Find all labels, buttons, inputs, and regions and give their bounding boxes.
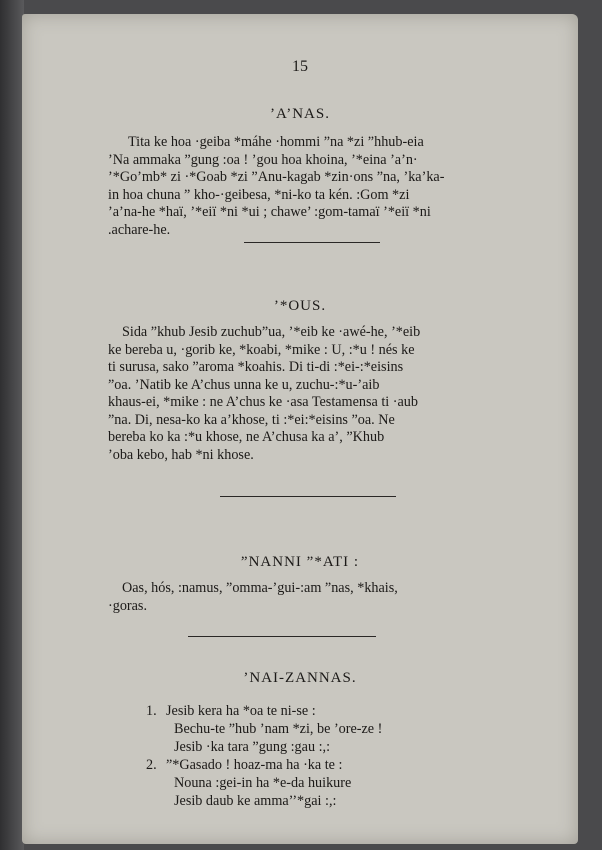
section-text-ous <box>108 324 508 464</box>
section-title-anas: ’A’NAS. <box>270 106 330 122</box>
verse-line: Jesib ·ka tara ”gung :gau :,: <box>174 739 331 755</box>
text-line: ’a’na-he *haï, ’*eiï *ni *ui ; chawe’ :gom-tamaï ’*eiï *ni <box>108 204 431 220</box>
text-line: Oas, hós, :namus, ”omma-’gui-:am ”nas, *khais, <box>122 580 398 596</box>
text-line: Sida ”khub Jesib zuchub”ua, ’*eib ke ·awé-he, ’*eib <box>122 324 421 340</box>
section-title-zannas: ’NAI-ZANNAS. <box>243 670 357 686</box>
stanza-number: 1. <box>146 703 157 719</box>
verse-line: ”*Gasado ! hoaz-ma ha ·ka te : <box>166 757 343 773</box>
text-line: ’Na ammaka ”gung :oa ! ’gou hoa khoina, ’*eina ’a’n· <box>108 151 418 168</box>
text-line: Tita ke hoa ·geiba *máhe ·hommi ”na *zi ”hhub-eia <box>128 134 424 150</box>
stanza <box>146 702 466 756</box>
section-text-nanni <box>108 580 508 615</box>
book-spine <box>0 0 24 850</box>
divider-rule <box>188 636 376 637</box>
section-title-nanni: ”NANNI ”*ATI : <box>240 554 360 570</box>
text-line: in hoa chuna ” kho-·geibesa, *ni-ko ta kén. :Gom *zi <box>108 186 410 203</box>
text-line: ”oa. ’Natib ke A’chus unna ke u, zuchu-:*u-’aib <box>108 376 380 393</box>
text-line: bereba ko ka :*u khose, ne A’chusa ka a’, ”Khub <box>108 429 385 445</box>
section-title-ous: ’*OUS. <box>273 298 327 314</box>
verse-line: Jesib kera ha *oa te ni-se : <box>166 703 316 719</box>
divider-rule <box>220 496 396 497</box>
verse-line: Bechu-te ”hub ’nam *zi, be ’ore-ze ! <box>174 721 383 737</box>
text-line: ti surusa, sako ”aroma *koahis. Di ti-di :*ei-:*eisins <box>108 359 404 375</box>
stanza <box>146 756 466 810</box>
text-line: ’*Go’mb* zi ·*Goab *zi ”Anu-kagab *zin·ons ”na, ’ka’ka- <box>108 169 445 185</box>
text-line: ke bereba u, ·gorib ke, *koabi, *mike : U, :*u ! nés ke <box>108 341 415 358</box>
section-text-anas <box>108 134 508 239</box>
page-number: 15 <box>292 58 308 75</box>
verse-line: Nouna :gei-in ha *e-da huikure <box>174 775 352 791</box>
verse-line: Jesib daub ke amma’’*gai :,: <box>174 793 337 809</box>
book-page <box>22 14 578 844</box>
hymn-verses <box>146 702 466 810</box>
text-line: .achare-he. <box>108 221 171 238</box>
text-line: ’oba kebo, hab *ni khose. <box>108 446 254 463</box>
text-line: khaus-ei, *mike : ne A’chus ke ·asa Testamensa ti ·aub <box>108 394 418 410</box>
text-line: ·goras. <box>108 597 148 614</box>
text-line: ”na. Di, nesa-ko ka a’khose, ti :*ei:*eisins ”oa. Ne <box>108 411 395 428</box>
stanza-number: 2. <box>146 757 157 773</box>
divider-rule <box>244 242 380 243</box>
